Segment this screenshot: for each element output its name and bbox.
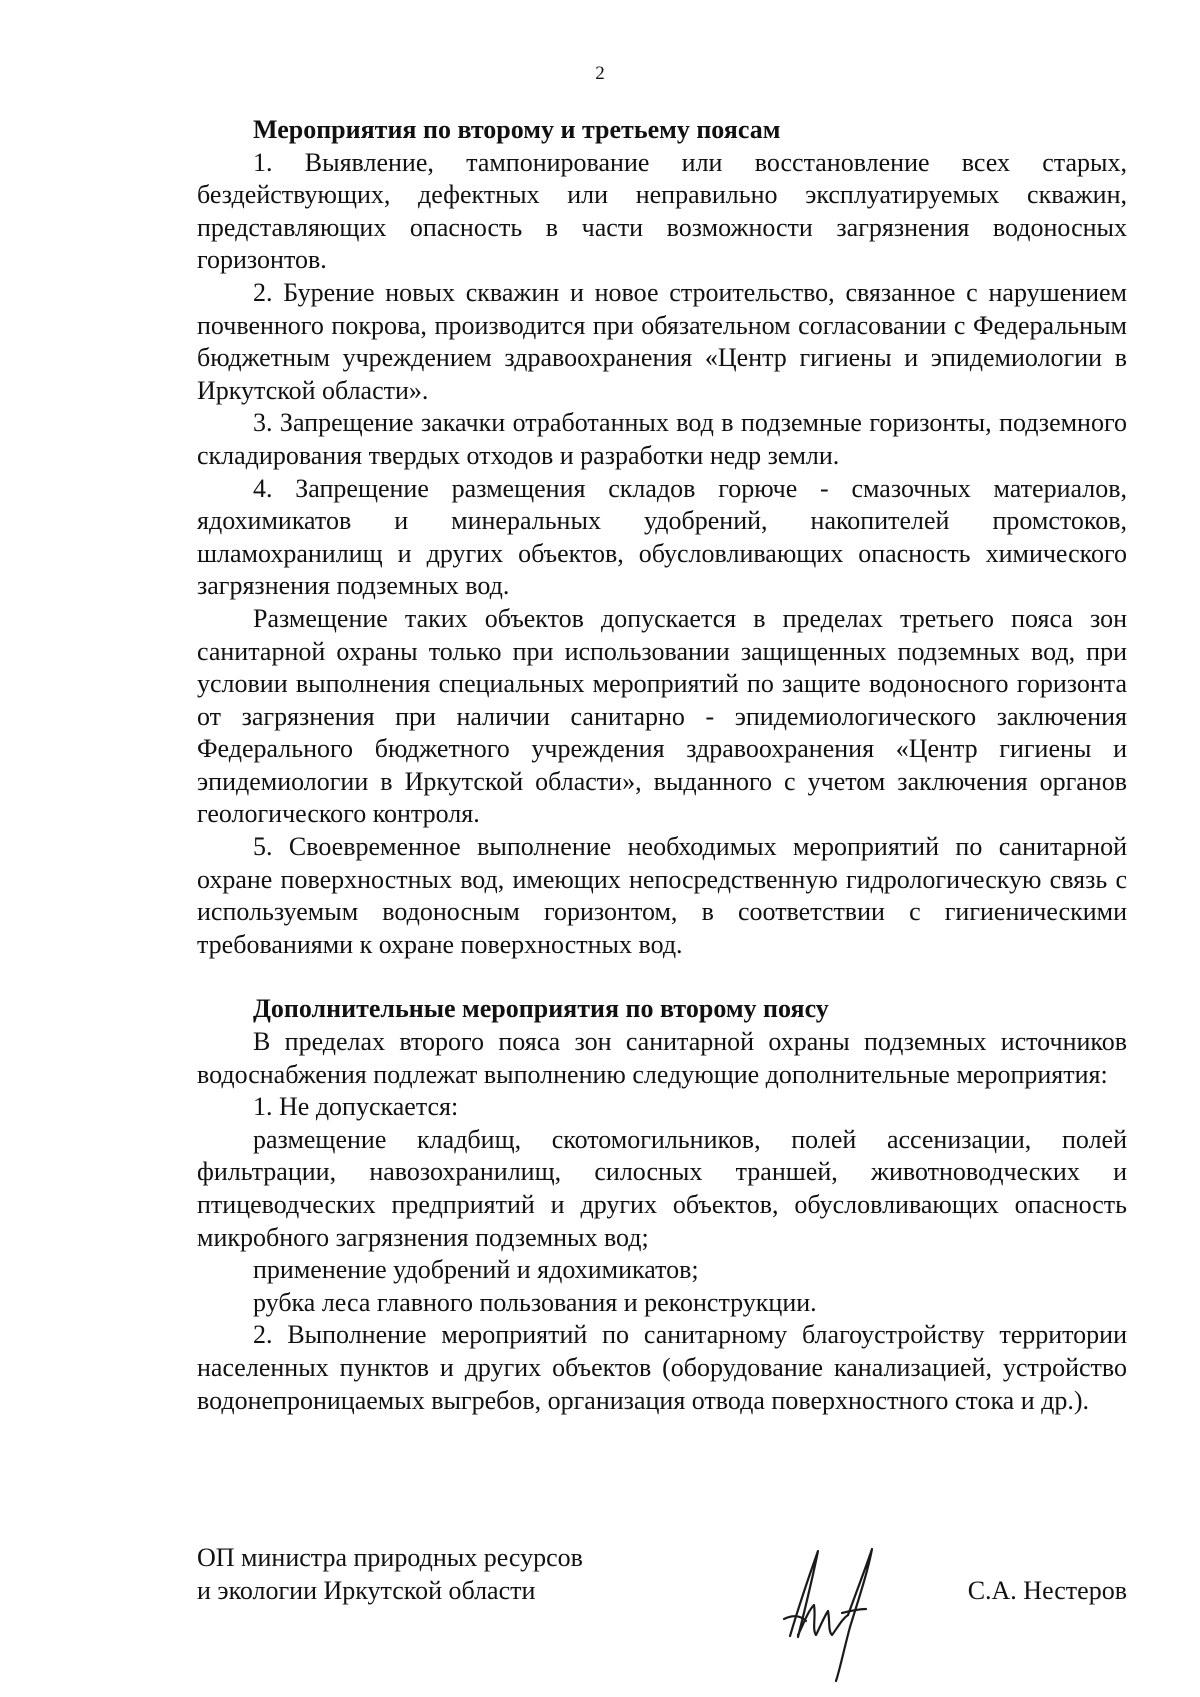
section-spacer bbox=[197, 961, 1127, 993]
paragraph-intro: В пределах второго пояса зон санитарной охраны подземных источников водоснабжения подлежат выполнению следующие дополнительные мероприятия: bbox=[197, 1027, 1127, 1089]
paragraph-sanitary-improvement: 2. Выполнение мероприятий по санитарному благоустройству территории населенных пунктов и других объектов (оборудование канализацией, устройство водонепроницаемых выгребов, организация отвода поверхностного стока и др.). bbox=[197, 1320, 1127, 1415]
page-number: 2 bbox=[595, 63, 605, 84]
section-heading-additional-second-belt: Дополнительные мероприятия по второму поясу bbox=[253, 994, 829, 1024]
document-body bbox=[197, 114, 1127, 1417]
paragraph-item-3: 3. Запрещение закачки отработанных вод в подземные горизонты, подземного складирования твердых отходов и разработки недр земли. bbox=[197, 408, 1127, 470]
paragraph-prohibited-fertilizers: применение удобрений и ядохимикатов; bbox=[253, 1255, 699, 1285]
paragraph-prohibited-logging: рубка леса главного пользования и реконструкции. bbox=[253, 1287, 817, 1317]
handwritten-signature bbox=[732, 1531, 902, 1691]
signer-position bbox=[197, 1541, 717, 1607]
signer-name: С.А. Нестеров bbox=[967, 1576, 1127, 1605]
paragraph-item-2: 2. Бурение новых скважин и новое строительство, связанное с нарушением почвенного покрова, производится при обязательном согласовании с Федеральным бюджетным учреждением здравоохранения «Центр гигиены и эпидемиологии в Иркутской области». bbox=[197, 277, 1127, 405]
paragraph-item-4: 4. Запрещение размещения складов горюче - смазочных материалов, ядохимикатов и минеральных удобрений, накопителей промстоков, шламохранилищ и других объектов, обусловливающих опасность химического загрязнения подземных вод. bbox=[197, 473, 1127, 601]
paragraph-item-5: 5. Своевременное выполнение необходимых мероприятий по санитарной охране поверхностных вод, имеющих непосредственную гидрологическую связь с используемым водоносным горизонтом, в соответствии с гигиеническими требованиями к охране поверхностных вод. bbox=[197, 832, 1127, 959]
signer-position-line-1: ОП министра природных ресурсов bbox=[197, 1543, 583, 1572]
section-heading-second-third-belts: Мероприятия по второму и третьему поясам bbox=[253, 115, 781, 144]
signer-position-line-2: и экологии Иркутской области bbox=[197, 1576, 536, 1605]
paragraph-item-1: 1. Выявление, тампонирование или восстановление всех старых, бездействующих, дефектных или неправильно эксплуатируемых скважин, представляющих опасность в части возможности загрязнения водоносных горизонтов. bbox=[197, 147, 1127, 275]
paragraph-not-allowed: 1. Не допускается: bbox=[253, 1092, 459, 1122]
signature-block bbox=[197, 1541, 1127, 1691]
paragraph-placement-conditions: Размещение таких объектов допускается в пределах третьего пояса зон санитарной охраны только при использовании защищенных подземных вод, при условии выполнения специальных мероприятий по защите водоносного горизонта от загрязнения при наличии санитарно - эпидемиологического заключения Федерального бюджетного учреждения здравоохранения «Центр гигиены и эпидемиологии в Иркутской области», выданного с учетом заключения органов геологического контроля. bbox=[197, 603, 1127, 829]
paragraph-prohibited-placement: размещение кладбищ, скотомогильников, полей ассенизации, полей фильтрации, навозохранилищ, силосных траншей, животноводческих и птицеводческих предприятий и других объектов, обусловливающих опасность микробного загрязнения подземных вод; bbox=[197, 1124, 1127, 1252]
